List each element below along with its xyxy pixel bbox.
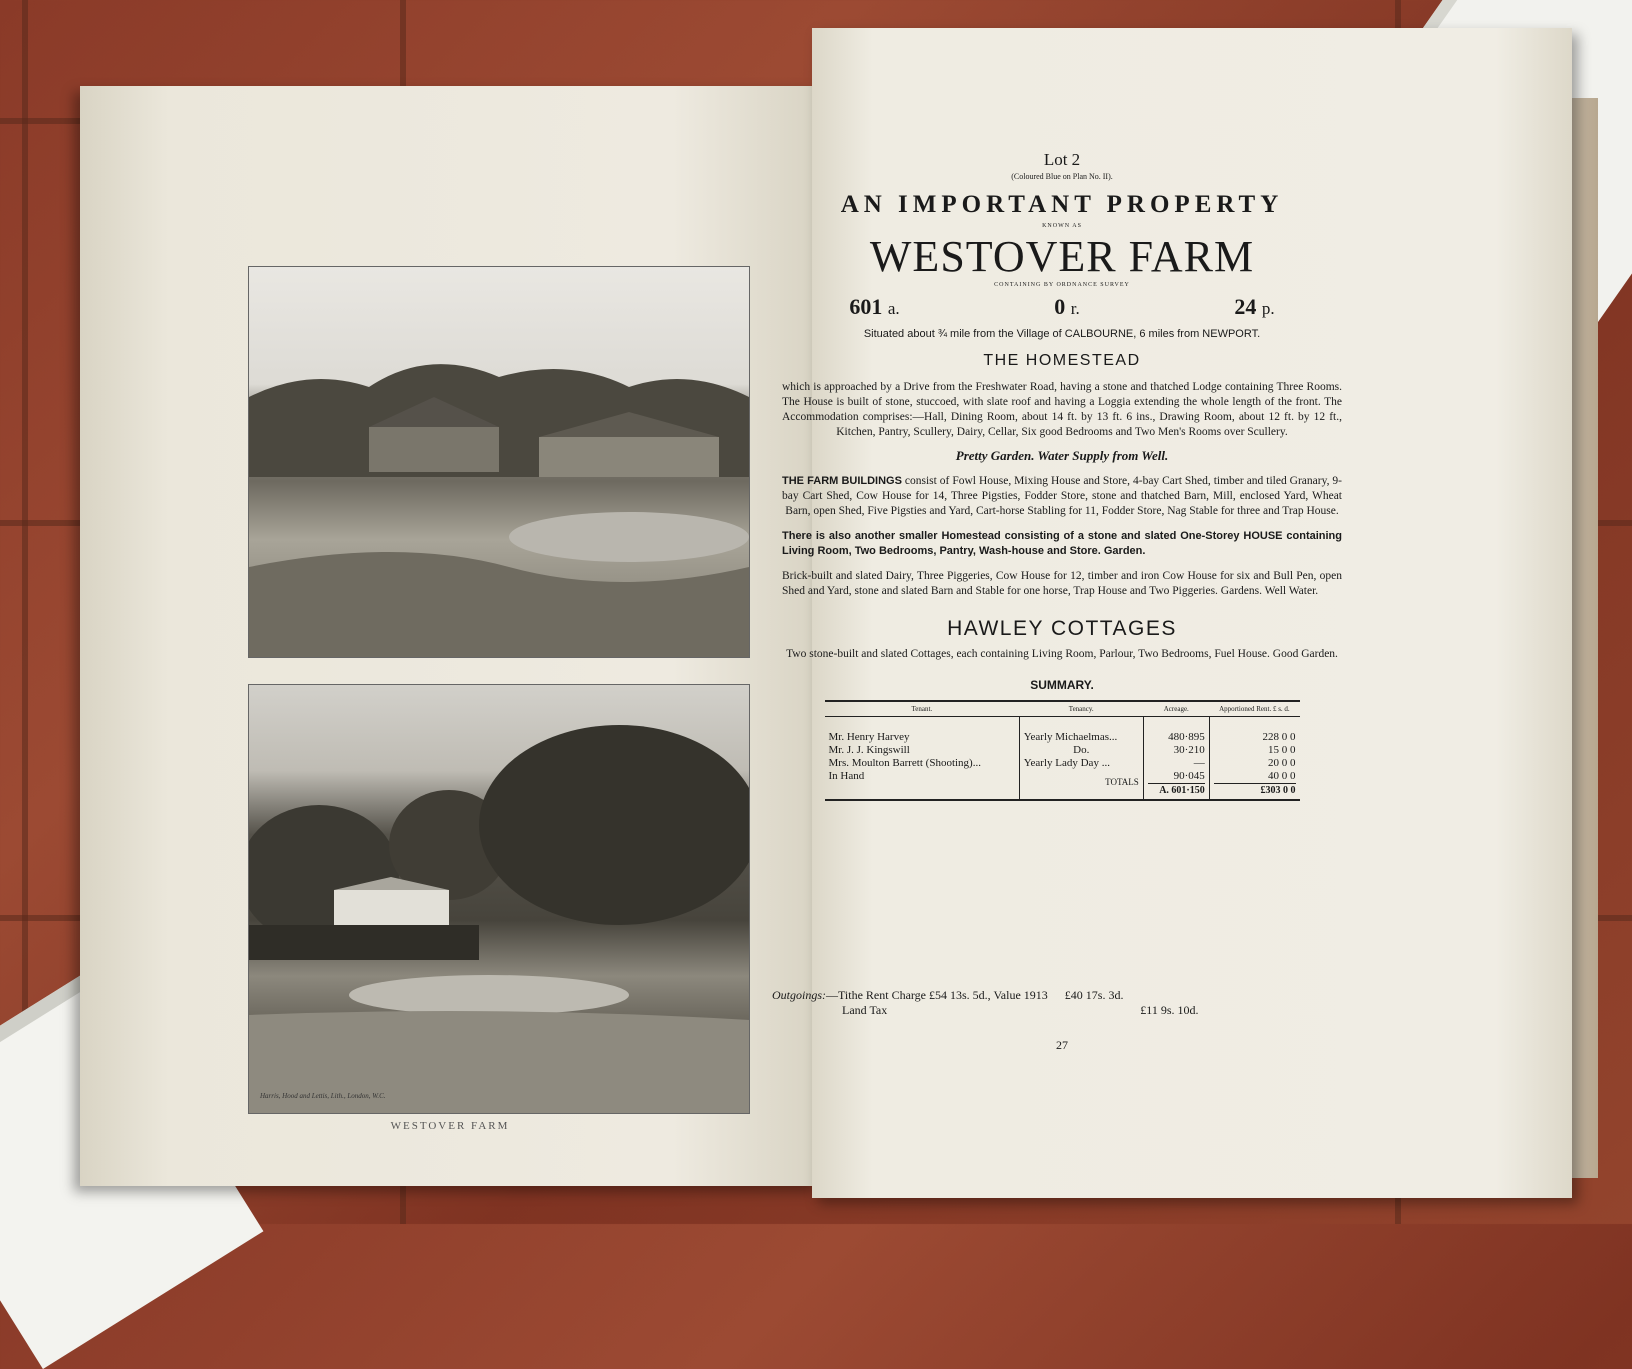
rent-value: 228 0 0 [1262, 731, 1296, 743]
page-number: 27 [1056, 1038, 1068, 1052]
outgoings-label: Outgoings: [772, 988, 826, 1002]
area-perches [1234, 294, 1274, 320]
summary-title: SUMMARY. [1030, 678, 1094, 692]
tenancy-cell [1019, 717, 1143, 801]
tenancy-value: Yearly Lady Day ... [1023, 757, 1110, 769]
photo-caption: WESTOVER FARM [390, 1120, 510, 1132]
rent-cell [1209, 717, 1299, 801]
property-heading: AN IMPORTANT PROPERTY [840, 191, 1284, 218]
lot-number: Lot 2 [1043, 150, 1081, 169]
outgoings-row-1 [772, 988, 1352, 1003]
totals-rent: £303 0 0 [1214, 783, 1296, 797]
tenant-name: In Hand [828, 770, 865, 782]
outgoings-line-1: —Tithe Rent Charge £54 13s. 5d., Value 1913 [826, 988, 1048, 1002]
farm-photo-bottom [248, 684, 750, 1114]
outgoings-line-2: Land Tax [842, 1003, 888, 1017]
garden-line: Pretty Garden. Water Supply from Well. [955, 448, 1169, 463]
smaller-homestead-text: There is also another smaller Homestead consisting of a stone and slated One-Storey HOUSE containing Living Room, Two Bedrooms, Pantry, Wash-house and Store. Garden. [782, 530, 1342, 557]
tenancy-value: Do. [1073, 744, 1090, 756]
acreage-value: 90·045 [1173, 770, 1205, 782]
farm-buildings-text: consist of Fowl House, Mixing House and Store, 4-bay Cart Shed, timber and tiled Granary, 9-bay Cart Shed, Cow House for 14, Three Pigsties, Fodder Store, stone and thatched Barn, Mill, enclosed Yard, Wheat Barn, open Shed, Five Pigsties and Yard, Cart-horse Stabling for 11, Fodder Store, Nag Stable for three and Trap House. [782, 475, 1342, 517]
farm-photo-top [248, 266, 750, 658]
farm-buildings-label: THE FARM BUILDINGS [782, 475, 902, 487]
brick-built-text: Brick-built and slated Dairy, Three Piggeries, Cow House for 12, timber and iron Cow House for six and Bull Pen, open Shed and Yard, stone and slated Barn and Stable for one horse, Trap House and Two Piggeries. Gardens. Well Water. [782, 570, 1342, 597]
farm-photo-top-illustration [249, 267, 749, 657]
tenant-name: Mr. Henry Harvey [828, 731, 910, 743]
tenant-cell [825, 717, 1020, 801]
header-rent: Apportioned Rent. £ s. d. [1209, 701, 1299, 717]
acres-value: 601 [849, 294, 883, 319]
photo-credit: Harris, Hood and Lettis, Lith., London, W.C. [260, 1092, 386, 1100]
known-as: KNOWN AS [1042, 223, 1082, 229]
rent-value: 40 0 0 [1268, 770, 1296, 782]
table-row [825, 717, 1300, 801]
acreage-value: — [1193, 757, 1205, 769]
location-line: Situated about ¾ mile from the Village of CALBOURNE, 6 miles from NEWPORT. [863, 328, 1261, 340]
page-edges [1570, 98, 1598, 1178]
rent-value: 20 0 0 [1268, 757, 1296, 769]
left-page [80, 86, 820, 1186]
roods-value: 0 [1054, 294, 1066, 319]
homestead-text: which is approached by a Drive from the Freshwater Road, having a stone and thatched Lodge containing Three Rooms. The House is built of stone, stuccoed, with slate roof and having a Loggia extending the whole length of the front. The Accommodation comprises:—Hall, Dining Room, about 14 ft. by 13 ft. 6 ins., Drawing Room, about 12 ft. by 12 ft., Kitchen, Pantry, Scullery, Dairy, Cellar, Six good Bedrooms and Two Men's Rooms over Scullery. [782, 381, 1342, 438]
homestead-heading: THE HOMESTEAD [983, 352, 1141, 369]
tenant-name: Mrs. Moulton Barrett (Shooting)... [828, 757, 981, 769]
area-roods [1054, 294, 1079, 320]
outgoings-value-2: £11 9s. 10d. [1140, 1003, 1199, 1017]
header-tenant: Tenant. [825, 701, 1020, 717]
tenancy-value: Yearly Michaelmas... [1023, 731, 1118, 743]
header-acreage: Acreage. [1143, 701, 1209, 717]
outgoings-row-2 [772, 1003, 1352, 1018]
farm-photo-bottom-illustration [249, 685, 749, 1113]
rent-value: 15 0 0 [1268, 744, 1296, 756]
outgoings-value-1: £40 17s. 3d. [1064, 988, 1124, 1002]
totals-label: TOTALS [1105, 777, 1139, 787]
summary-table [825, 700, 1300, 801]
acreage-value: 480·895 [1168, 731, 1205, 743]
outgoings [772, 988, 1352, 1018]
perches-unit: p. [1261, 299, 1275, 318]
summary-header-row [825, 701, 1300, 717]
plan-reference: (Coloured Blue on Plan No. II). [1011, 172, 1113, 181]
perches-value: 24 [1234, 294, 1257, 319]
containing-label: CONTAINING BY ORDNANCE SURVEY [994, 282, 1130, 288]
lot-description [772, 150, 1352, 1052]
hawley-heading: HAWLEY COTTAGES [947, 617, 1177, 640]
area-acres [849, 294, 899, 320]
header-tenancy: Tenancy. [1019, 701, 1143, 717]
roods-unit: r. [1070, 299, 1080, 318]
acreage-value: 30·210 [1173, 744, 1205, 756]
tenant-name: Mr. J. J. Kingswill [828, 744, 910, 756]
totals-acreage: A. 601·150 [1148, 783, 1205, 797]
area-measurements [772, 294, 1352, 320]
hawley-text: Two stone-built and slated Cottages, each containing Living Room, Parlour, Two Bedrooms, Fuel House. Good Garden. [786, 648, 1338, 660]
farm-buildings-paragraph [782, 474, 1342, 519]
acres-unit: a. [887, 299, 900, 318]
acreage-cell [1143, 717, 1209, 801]
property-title: WESTOVER FARM [869, 232, 1255, 281]
